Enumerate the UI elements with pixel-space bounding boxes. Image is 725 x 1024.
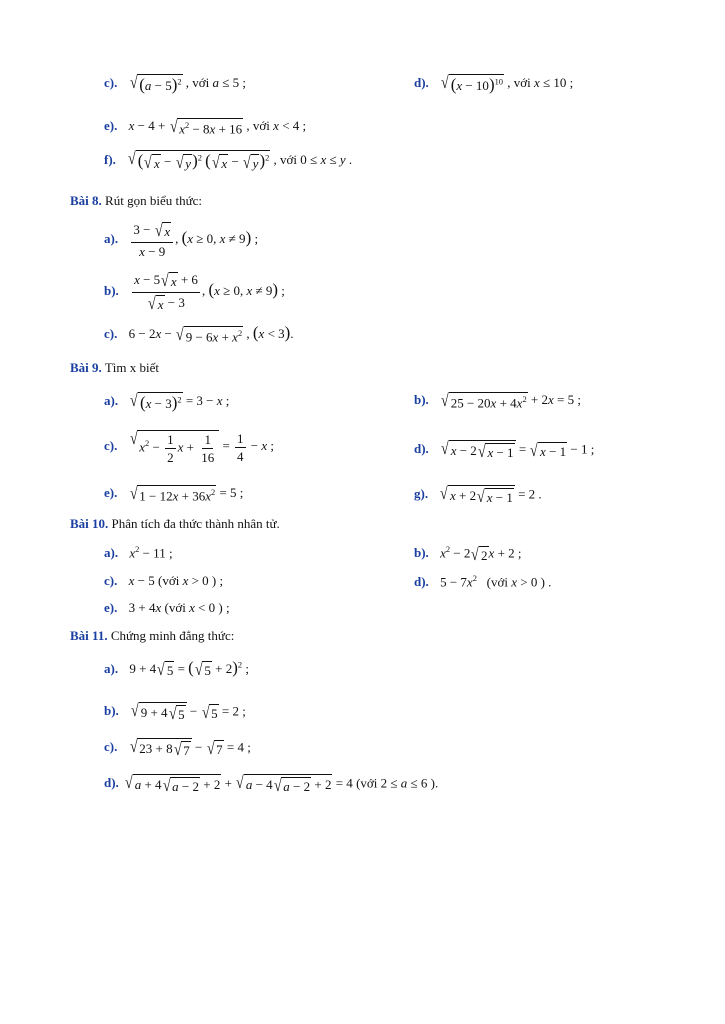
exercise-7f: f). √ ( √ x − √ y )$^2$ ( √ x − √ y )$^2$ , với 0 ≤ x ≤ y . bbox=[104, 148, 353, 173]
exercise-10b: b). $x^2 - 2$ √ 2 x + 2 ; bbox=[414, 543, 522, 564]
section-bai-8: Bài 8. Rút gọn biểu thức: bbox=[70, 193, 203, 208]
exercise-7c: c). √ $(a - 5)^2$ , với a ≤ 5 ; bbox=[104, 72, 247, 94]
exercise-11a: a). 9 + 4 √ 5 = ( √ 5 + 2)$^2$ ; bbox=[104, 658, 249, 680]
exercise-8a: a). 3 − √ x x − 9 , (x ≥ 0, x ≠ 9) ; bbox=[104, 220, 259, 259]
exercise-11c: c). √ 23 + 8 √ 7 − √ 7 = 4 ; bbox=[104, 736, 251, 759]
exercise-8b: b). x − 5 √ x + 6 √ x − 3 , (x ≥ 0, x ≠ 9) ; bbox=[104, 270, 285, 313]
item-label: c). bbox=[104, 74, 118, 90]
exercise-11d: d). √ a + 4 √ a − 2 + 2 + √ a − 4 √ a − 2 + 2 = 4 (với 2 ≤ a ≤ 6 ). bbox=[104, 772, 439, 795]
section-bai-9: Bài 9. Tìm x biết bbox=[70, 360, 159, 375]
exercise-9c: c). √ $x^2$ − $\frac{1}{2}$ x + $\frac{1}{16}$ = $\frac{1}{4}$ − x ; bbox=[104, 428, 275, 465]
exercise-7d: d). √ $(x - 10)^{10}$ , với x ≤ 10 ; bbox=[414, 72, 574, 94]
exercise-9d: d). √ x − 2 √ x − 1 = √ x − 1 − 1 ; bbox=[414, 438, 595, 461]
section-bai-11: Bài 11. Chứng minh đẳng thức: bbox=[70, 628, 235, 643]
exercise-9e: e). √ $1 - 12x + 36x^2$ = 5 ; bbox=[104, 483, 244, 504]
item-label: d). bbox=[414, 74, 429, 90]
section-bai-10: Bài 10. Phân tích đa thức thành nhân tử. bbox=[70, 516, 280, 531]
exercise-10d: d). $5 - 7x^2$ (với x > 0 ) . bbox=[414, 573, 552, 590]
exercise-10a: a). $x^2 - 11$ ; bbox=[104, 544, 173, 561]
exercise-9g: g). √ x + 2 √ x − 1 = 2 . bbox=[414, 483, 542, 506]
exercise-10c: c). x − 5 (với x > 0 ) ; bbox=[104, 573, 224, 588]
exercise-7e: e). x − 4 + √ $x^2 - 8x + 16$ , với x < 4 ; bbox=[104, 116, 307, 137]
exercise-10e: e). 3 + 4x (với x < 0 ) ; bbox=[104, 600, 230, 615]
exercise-9a: a). √ $(x - 3)^2$ = 3 − x ; bbox=[104, 390, 230, 412]
exercise-8c: c). 6 − 2x − √ $9 - 6x + x^2$ , (x < 3). bbox=[104, 323, 294, 345]
exercise-9b: b). √ $25 - 20x + 4x^2$ + 2x = 5 ; bbox=[414, 390, 581, 411]
exercise-11b: b). √ 9 + 4 √ 5 − √ 5 = 2 ; bbox=[104, 700, 246, 723]
